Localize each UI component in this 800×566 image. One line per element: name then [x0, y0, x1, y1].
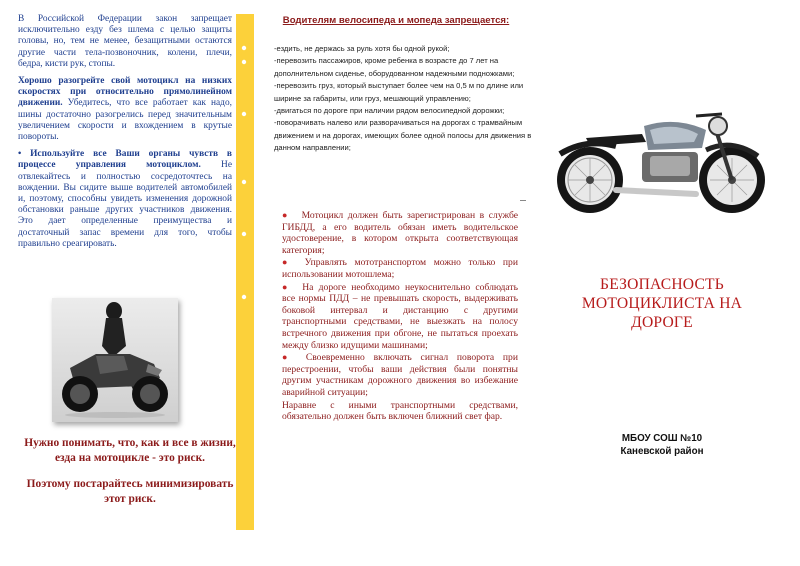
rule-text: Мотоцикл должен быть зарегистрирован в службе ГИБДД, а его водитель обязан иметь водительское удостоверение, в котором открыта соответствующая категория;: [282, 210, 519, 256]
school-name: МБОУ СОШ №10: [621, 433, 703, 444]
list-item: -перевозить пассажиров, кроме ребенка в возрасте до 7 лет на дополнительном сиденье, оборудованном надежными подножками;: [274, 56, 515, 78]
minimize-risk-statement: Поэтому постарайтесь минимизировать этот риск.: [26, 478, 234, 505]
risk-statement: Нужно понимать, что, как и все в жизни, езда на мотоцикле - это риск.: [24, 437, 236, 464]
list-item: -перевозить груз, который выступает более чем на 0,5 м по длине или ширине за габариты, или груз, мешающий управлению;: [274, 81, 524, 103]
motorcycle-rules: [282, 210, 518, 424]
bullet-icon: ●: [282, 352, 294, 363]
rule-item: [282, 282, 518, 352]
rule-item: [282, 257, 518, 280]
left-footer: [24, 436, 236, 518]
rule-text: Своевременно включать сигнал поворота при перестроении, чтобы ваши действия были понятны другим участникам дорожного движения во избежание аварийной ситуации;: [282, 352, 518, 398]
rule-tail: Наравне с иными транспортными средствами, обязательно должен быть включен ближний свет фар.: [282, 399, 518, 423]
senses-text: Не отвлекайтесь и полностью сосредоточтесь на вождении. Вы сидите выше водителей автомобилей и, поэтому, способны увидеть изменения дорожной обстановки раньше других участников движения. Это дает определенные преимущества и достаточный запас времени для того, чтобы правильно среагировать.: [18, 160, 232, 249]
helmet-law-paragraph: В Российской Федерации закон запрещает исключительно езду без шлема с целью защиты головы, но, тем не менее, безащитными остаются другие части тела-позвоночник, колени, плечи, бедра, кисти рук, стопы.: [18, 14, 232, 69]
list-item: -поворачивать налево или разворачиваться на дорогах с трамвайным движением и на дорогах, имеющих более одной полосы для движения в данном направлении;: [274, 118, 532, 153]
left-column: [18, 14, 232, 256]
rule-text: На дороге необходимо неукоснительно соблюдать все нормы ПДД – не превышать скорость, выдерживать боковой интервал и дистанцию с другими транспортными средствами, не выезжать на полосу встречного движения при обгоне, не пытаться проехать между близко идущими машинами;: [282, 281, 518, 351]
list-item: -ездить, не держась за руль хотя бы одной рукой;: [274, 44, 450, 53]
senses-paragraph: [18, 149, 232, 250]
prohibitions-list: [274, 43, 532, 155]
warmup-paragraph: [18, 76, 232, 143]
bullet-icon: ●: [282, 281, 291, 292]
sportbike-rider-image: [52, 298, 178, 422]
rule-item: [282, 352, 518, 398]
warmup-text: Убедитесь, что все работает как надо, шины достаточно разогрелись перед значительным увеличением скорости и вхождением в крутые повороты.: [18, 98, 232, 143]
cyclist-prohibitions-heading: Водителям велосипеда и мопеда запрещается:: [282, 15, 510, 26]
yellow-divider-stripe: [234, 14, 257, 530]
senses-heading: • Используйте все Ваши органы чувств в процессе управления мотоциклом.: [18, 149, 232, 171]
classic-motorcycle-image: [546, 94, 772, 218]
list-item: -двигаться по дороге при наличии рядом велосипедной дорожки;: [274, 106, 505, 116]
divider-mark: [520, 200, 526, 201]
sportbike-rider-photo: [52, 298, 178, 422]
bullet-icon: ●: [282, 257, 293, 268]
school-block: [572, 433, 752, 458]
warmup-heading: Хорошо разогрейте свой мотоцикл на низких скоростях при относительно прямолинейном движении.: [18, 76, 232, 109]
rule-item: [282, 210, 518, 256]
brochure-title: БЕЗОПАСНОСТЬ МОТОЦИКЛИСТА НА ДОРОГЕ: [581, 276, 743, 331]
rule-text: Управлять мототранспортом можно только при использовании мотошлема;: [282, 257, 518, 280]
bullet-icon: ●: [282, 210, 290, 220]
district-name: Каневской район: [620, 445, 704, 457]
